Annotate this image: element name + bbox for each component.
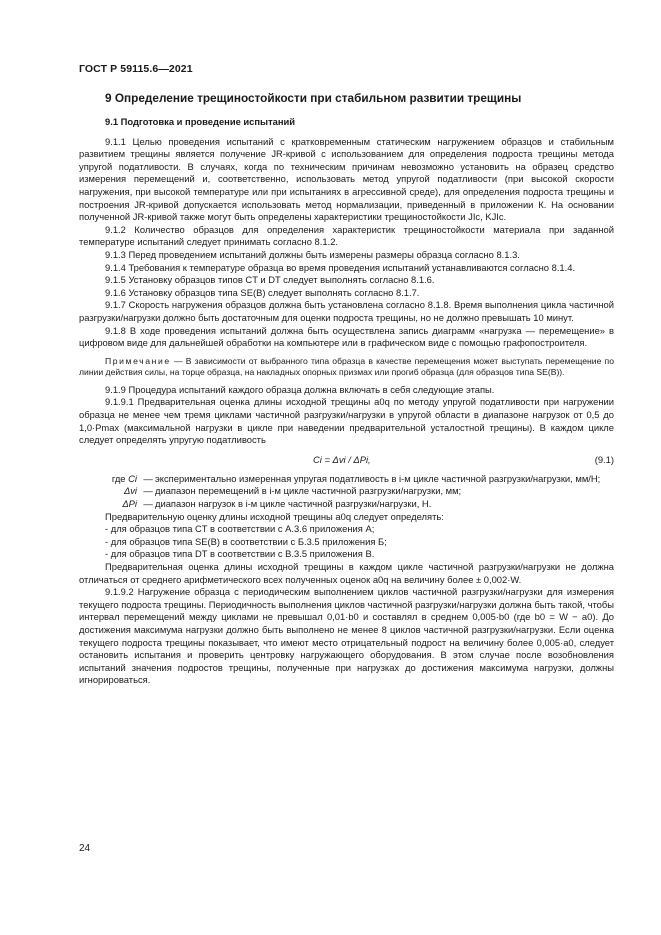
paragraph-9-1-9-1: 9.1.9.1 Предварительная оценка длины исходной трещины a0q по методу упругой податливости при нагружении образца не менее чем тремя циклами частичной разгрузки/нагрузки в упругой области в диапазоне нагрузок от 0,5 до 1,0·Pmax (максимальной нагрузки в цикле при наведении предварительной усталостной трещины). В каждом цикле следует определять упругую податливость [79, 396, 614, 446]
definition-text: экспериментально измеренная упругая податливость в i-м цикле частичной разгрузки/нагрузки, мм/Н; [155, 472, 601, 484]
symbol-text: Ci [128, 472, 137, 484]
list-item: - для образцов типа CT в соответствии с А.3.6 приложения А; [105, 523, 375, 535]
definition-symbol: ΔPi [122, 498, 137, 510]
paragraph-9-1-8: 9.1.8 В ходе проведения испытаний должна быть осуществлена запись диаграмм «нагрузка — перемещение» в цифровом виде для дальнейшей обработки на компьютере или в графическом виде с помощью графопостроителя. [79, 324, 614, 349]
formula-number: (9.1) [594, 453, 614, 465]
definition-symbol [79, 473, 141, 486]
document-header: ГОСТ Р 59115.6—2021 [79, 63, 193, 75]
definition-row [79, 485, 614, 498]
definition-row [79, 473, 614, 486]
difference-paragraph: Предварительная оценка длины исходной трещины в каждом цикле частичной разгрузки/нагрузки не должна отличаться от среднего арифметического всех полученных оценок a0q на величину более ± 0,002·W. [79, 561, 614, 585]
page-number: 24 [79, 843, 91, 854]
where-word: где [111, 472, 126, 484]
section-title: 9 Определение трещиностойкости при стабильном развитии трещины [105, 91, 522, 105]
formula-expression: Ci = Δvi / ΔPi, [313, 453, 371, 465]
prelim-paragraph: Предварительную оценку длины исходной трещины a0q следует определять: [105, 510, 444, 522]
definition-text: диапазон перемещений в i-м цикле частичной разгрузки/нагрузки, мм; [155, 485, 462, 497]
paragraph-9-1-7: 9.1.7 Скорость нагружения образцов должна быть установлена согласно 8.1.8. Время выполнения цикла частичной разгрузки/нагрузки должно быть достаточным для оценки подроста трещины, но не должно превышать 10 минут. [79, 299, 614, 323]
paragraph-9-1-2: 9.1.2 Количество образцов для определения характеристик трещиностойкости материала при заданной температуре испытаний следует принимать согласно 8.1.2. [79, 223, 614, 248]
formula-9-1 [79, 450, 614, 470]
paragraph-9-1-9-2: 9.1.9.2 Нагружение образца с периодическим выполнением циклов частичной разгрузки/нагрузки для измерения текущего подроста трещины. Периодичность выполнения циклов частичной разгрузки/нагрузки должна быть такой, чтобы интервал перемещений между циклами не превышал 0,01·b0 и составлял в среднем 0,005·b0 (где b0 = W − a0). До достижения максимума нагрузки должно быть выполнено не менее 8 циклов частичной разгрузки/нагрузки. Если оценка текущего подроста трещины показывает, что имеют место отрицательный подрост на величину более 0,005·a0, следует остановить испытания и проверить центровку нагружающего оборудования. В этом случае после возобновления испытаний значения подростов трещины, полученные при нагрузках до достижения максимума нагрузки, должны игнорироваться. [79, 586, 614, 686]
paragraph-9-1-9: 9.1.9 Процедура испытаний каждого образца должна включать в себя следующие этапы. [105, 383, 495, 395]
list-item: - для образцов типа SE(B) в соответствии с Б.3.5 приложения Б; [105, 535, 387, 547]
note-label: Примечание [105, 355, 171, 366]
paragraph-9-1-6: 9.1.6 Установку образцов типа SE(B) следует выполнять согласно 8.1.7. [105, 286, 420, 298]
paragraph-9-1-4: 9.1.4 Требования к температуре образца во время проведения испытаний устанавливаются согласно 8.1.4. [105, 261, 576, 273]
paragraph-9-1-3: 9.1.3 Перед проведением испытаний должны быть измерены размеры образца согласно 8.1.3. [105, 248, 520, 260]
list-item: - для образцов типа DT в соответствии с В.3.5 приложения В. [105, 548, 375, 560]
paragraph-9-1-5: 9.1.5 Установку образцов типов CT и DT следует выполнять согласно 8.1.6. [105, 274, 435, 286]
definition-text: диапазон нагрузок в i-м цикле частичной разгрузки/нагрузки, Н. [155, 498, 432, 510]
page-body [79, 91, 614, 687]
subsection-title: 9.1 Подготовка и проведение испытаний [105, 116, 296, 127]
definition-dash: — [143, 498, 153, 510]
definition-dash: — [143, 485, 153, 497]
definition-symbol: Δvi [123, 485, 137, 497]
definition-list [79, 473, 614, 511]
note [79, 356, 614, 379]
paragraph-9-1-1: 9.1.1 Целью проведения испытаний с кратковременным статическим нагружением образцов и стабильным развитием трещины является получение JR-кривой с использованием для определения подроста трещины метода упругой податливости. В случаях, когда по техническим причинам невозможно установить на образец средство измерения перемещений и, соответственно, использовать метод упругой податливости (при высокой скорости нагружения, при высокой температуре или при испытаниях в агрессивной среде), для определения подроста трещины и построения JR-кривой допускается использовать метод нормализации, приведенный в приложении К. На основании полученной JR-кривой также могут быть определены характеристики трещиностойкости JIc, KJIc. [79, 135, 614, 223]
note-text: — В зависимости от выбранного типа образца в качестве перемещения может выступать перемещение по линии действия силы, на торце образца, на накладных опорных призмах или прогиб образца (для образцов типа SE(B)). [79, 355, 614, 378]
definition-row [79, 498, 614, 511]
definition-dash: — [143, 472, 153, 484]
